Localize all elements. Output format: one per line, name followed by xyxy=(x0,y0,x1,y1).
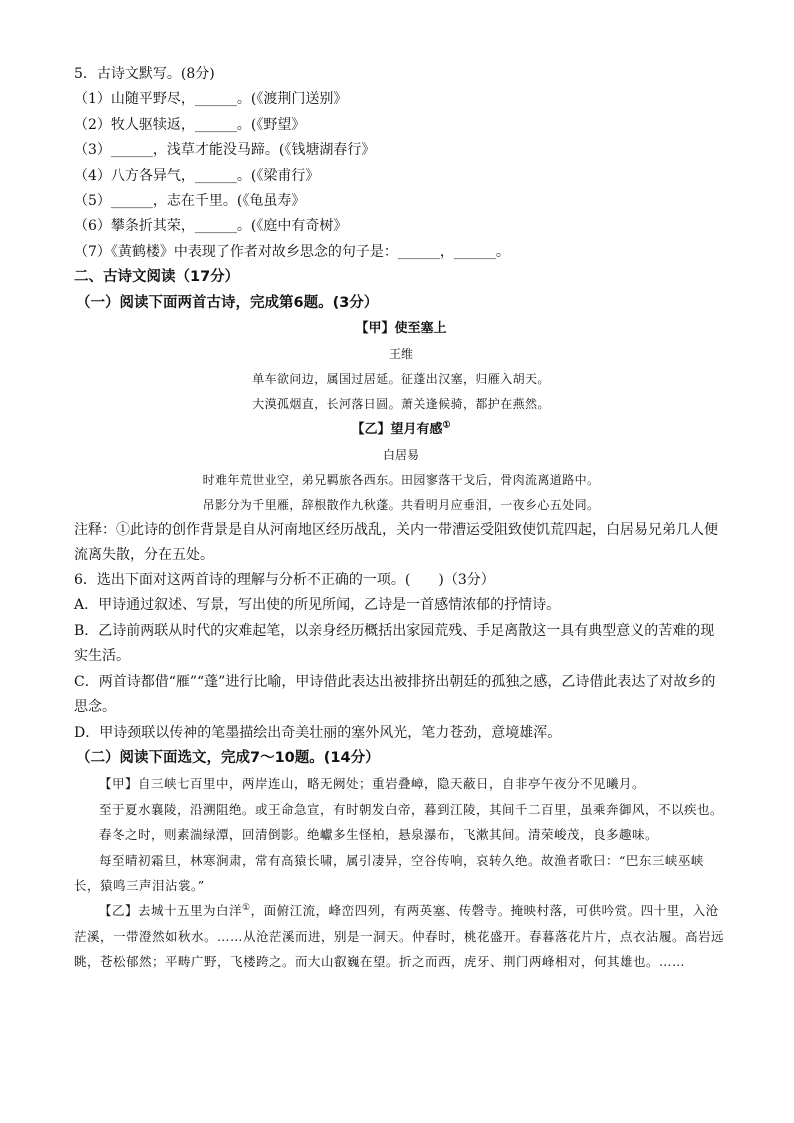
poem2-author: 白居易 xyxy=(382,448,419,463)
recitation-item-5: （5）______，志在千里。(《龟虽寿》 xyxy=(74,193,306,210)
poem2-footnote-mark: ① xyxy=(442,420,451,431)
poem1-title: 【甲】使至塞上 xyxy=(355,321,447,337)
passage-yi-start: 【乙】去城十五里为白洋 xyxy=(99,903,243,919)
recitation-item-4: （4）八方各异气，______。(《梁甫行》 xyxy=(74,167,320,184)
q6-option-d: D．甲诗颈联以传神的笔墨描绘出奇美壮丽的塞外风光，笔力苍劲，意境雄浑。 xyxy=(74,724,562,741)
passage-yi-rest: ，面俯江流，峰峦四列，有两英塞、传磬寺。掩映村落，可供吟赏。四十里，入沧茫溪，一带澄然如秋水。……从沧茫溪而进，别是一洞天。仲春时，桃花盛开。春暮落花片片，点衣沾履。高岩远眺，苍松郁然；平畴广野，飞楼跨之。而大山叡巍在望。折之而西，虎牙、荆门两峰相对，何其雄也。…… xyxy=(74,903,725,970)
passage-jia-para-3: 春冬之时，则素湍绿潭，回清倒影。绝巘多生怪柏，悬泉瀑布，飞漱其间。清荣峻茂，良多趣味。 xyxy=(99,827,659,843)
sub2-heading: （二）阅读下面选文，完成7～10题。(14分） xyxy=(76,749,380,766)
poem-note: 注释：①此诗的创作背景是自从河南地区经历战乱，关内一带漕运受阻致使饥荒四起，白居易兄弟几人便流离失散，分在五处。 xyxy=(74,522,718,564)
q6-option-c: C．两首诗都借“雁”“蓬”进行比喻，甲诗借此表达出被排挤出朝廷的孤独之感，乙诗借此表达了对故乡的思念。 xyxy=(74,673,716,716)
poem2-line-2: 吊影分为千里雁，辞根散作九秋蓬。共看明月应垂泪，一夜乡心五处同。 xyxy=(202,498,600,513)
passage-jia-para-2: 至于夏水襄陵，沿溯阻绝。或王命急宣，有时朝发白帝，暮到江陵，其间千二百里，虽乘奔御风，不以疾也。 xyxy=(99,801,724,817)
poem2-title-row xyxy=(74,417,728,443)
recitation-item-7: （7）《黄鹤楼》中表现了作者对故乡思念的句子是：______，______。 xyxy=(74,243,510,260)
section5-heading: 5．古诗文默写。(8分) xyxy=(74,66,215,82)
poem1-line-2: 大漠孤烟直，长河落日圆。萧关逢候骑，都护在燕然。 xyxy=(252,397,550,412)
recitation-item-6: （6）攀条折其荣，______。(《庭中有奇树》 xyxy=(74,218,348,235)
passage-yi xyxy=(74,898,728,974)
page-content xyxy=(74,62,728,975)
poem2-line-1: 时难年荒世业空，弟兄羁旅各西东。田园寥落干戈后，骨肉流离道路中。 xyxy=(202,473,600,488)
passage-yi-footnote-mark: ① xyxy=(242,903,251,914)
recitation-item-2: （2）牧人驱犊返，______。(《野望》 xyxy=(74,116,306,133)
q6-option-b: B．乙诗前两联从时代的灾难起笔，以亲身经历概括出家园荒残、手足离散这一具有典型意义的苦难的现实生活。 xyxy=(74,622,715,665)
poem1-line-1: 单车欲问边，属国过居延。征蓬出汉塞，归雁入胡天。 xyxy=(252,372,550,387)
sub1-heading: （一）阅读下面两首古诗，完成第6题。(3分） xyxy=(76,294,379,311)
q6-stem: 6．选出下面对这两首诗的理解与分析不正确的一项。( )（3分） xyxy=(74,572,495,589)
recitation-item-3: （3）______，浅草才能没马蹄。(《钱塘湖春行》 xyxy=(74,142,376,159)
passage-jia-para-4: 每至晴初霜旦，林寒涧肃，常有高猿长啸，属引凄异，空谷传响，哀转久绝。故渔者歌曰：“巴东三峡巫峡长，猿鸣三声泪沾裳。” xyxy=(74,852,704,893)
poem2-title: 【乙】望月有感 xyxy=(351,422,443,438)
poem1-author: 王维 xyxy=(388,347,413,362)
part2-heading: 二、古诗文阅读（17分） xyxy=(74,269,240,286)
recitation-item-1: （1）山随平野尽，______。(《渡荆门送别》 xyxy=(74,91,348,108)
passage-jia-para-1: 【甲】自三峡七百里中，两岸连山，略无阙处；重岩叠嶂，隐天蔽日，自非亭午夜分不见曦月。 xyxy=(99,776,646,792)
q6-option-a: A．甲诗通过叙述、写景，写出使的所见所闻，乙诗是一首感情浓郁的抒情诗。 xyxy=(74,597,561,614)
